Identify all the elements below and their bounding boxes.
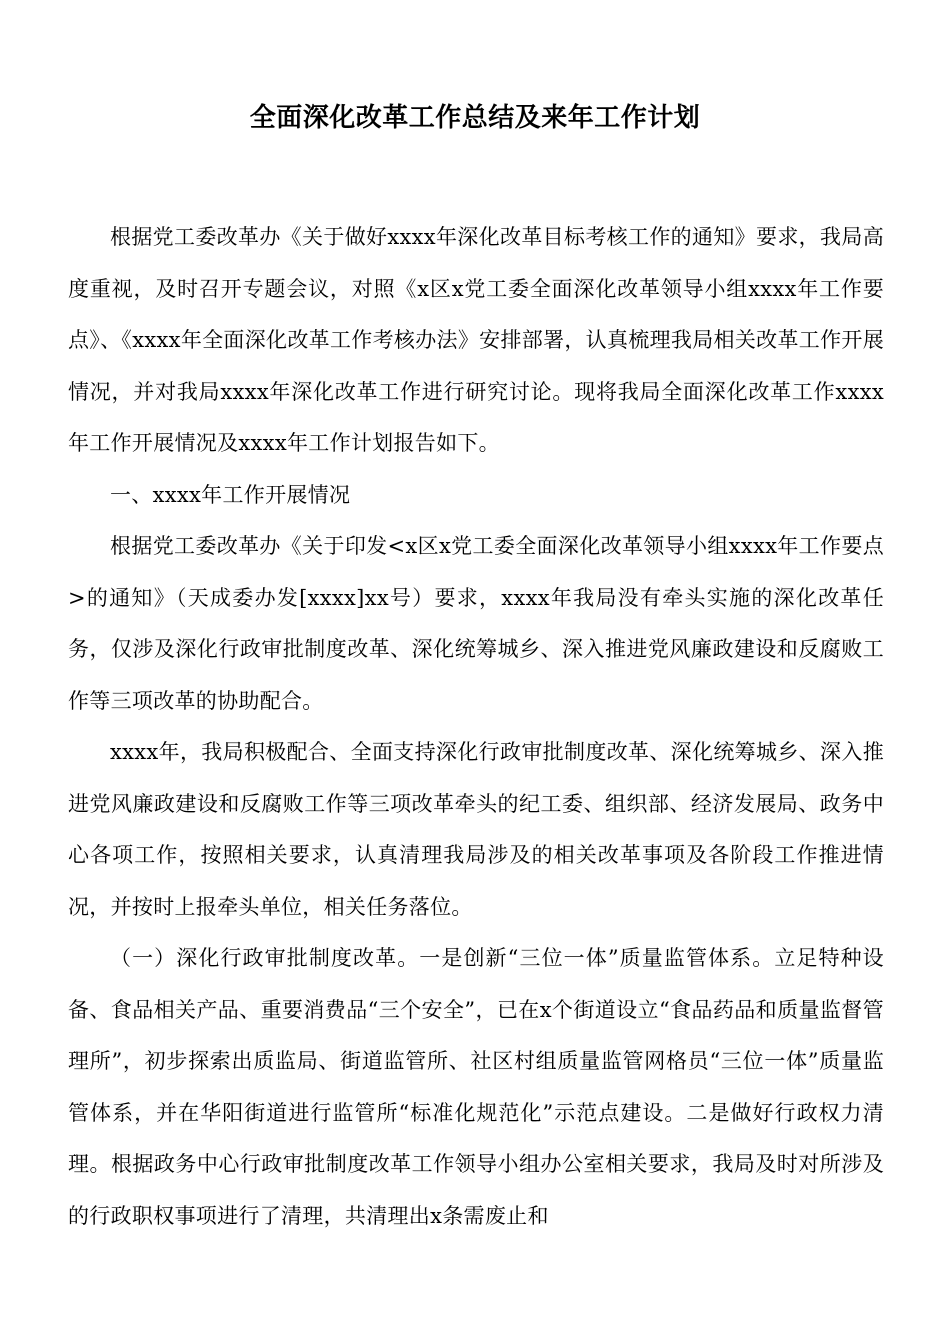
- document-title: 全面深化改革工作总结及来年工作计划: [249, 103, 701, 133]
- paragraph-approval-reform: （一）深化行政审批制度改革。一是创新“三位一体”质量监管体系。立足特种设备、食品相关产品、重要消费品“三个安全”，已在x个街道设立“食品药品和质量监督管理所”，初步探索出质监局、街道监管所、社区村组质量监管网格员“三位一体”质量监管体系，并在华阳街道进行监管所“标准化规范化”示范点建设。二是做好行政权力清理。根据政务中心行政审批制度改革工作领导小组办公室相关要求，我局及时对所涉及的行政职权事项进行了清理，共清理出x条需废止和: [68, 946, 884, 1228]
- document-body: [68, 212, 884, 1242]
- section-heading-1: 一、xxxx年工作开展情况: [110, 482, 351, 507]
- paragraph-basis: 根据党工委改革办《关于印发<x区x党工委全面深化改革领导小组xxxx年工作要点>的通知》（天成委办发[xxxx]xx号）要求，xxxx年我局没有牵头实施的深化改革任务，仅涉及深化行政审批制度改革、深化统筹城乡、深入推进党风廉政建设和反腐败工作等三项改革的协助配合。: [68, 534, 884, 713]
- paragraph-intro: 根据党工委改革办《关于做好xxxx年深化改革目标考核工作的通知》要求，我局高度重视，及时召开专题会议，对照《x区x党工委全面深化改革领导小组xxxx年工作要点》、《xxxx年全面深化改革工作考核办法》安排部署，认真梳理我局相关改革工作开展情况，并对我局xxxx年深化改革工作进行研究讨论。现将我局全面深化改革工作xxxx年工作开展情况及xxxx年工作计划报告如下。: [68, 225, 884, 455]
- paragraph-cooperation: xxxx年，我局积极配合、全面支持深化行政审批制度改革、深化统筹城乡、深入推进党风廉政建设和反腐败工作等三项改革牵头的纪工委、组织部、经济发展局、政务中心各项工作，按照相关要求，认真清理我局涉及的相关改革事项及各阶段工作推进情况，并按时上报牵头单位，相关任务落位。: [68, 740, 884, 919]
